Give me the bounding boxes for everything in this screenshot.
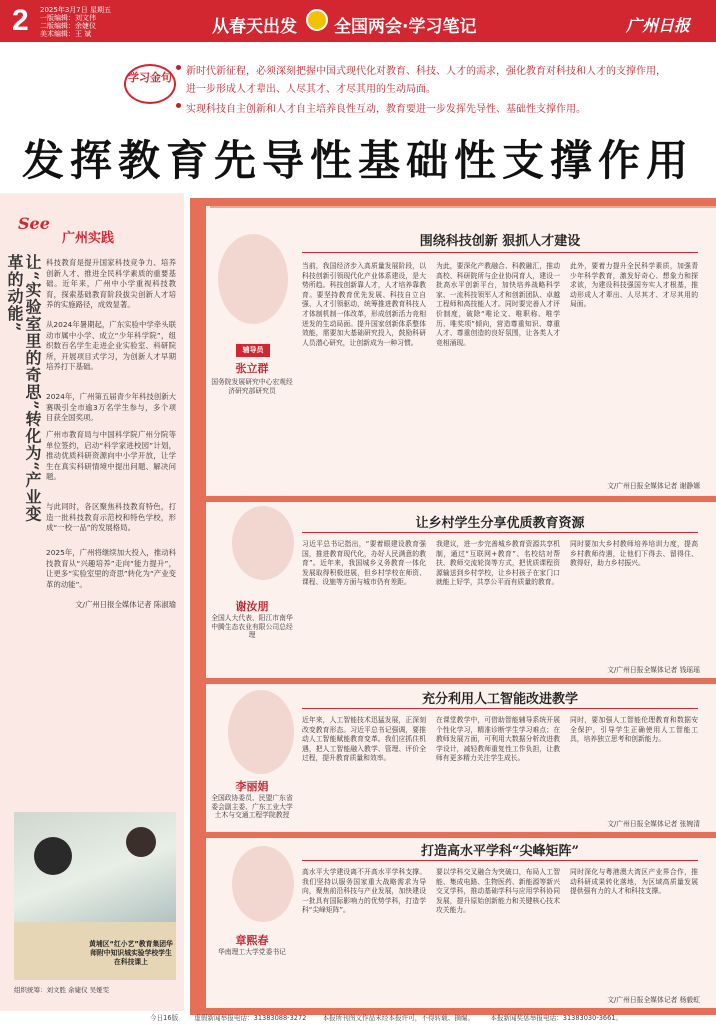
- bullet-icon: [176, 103, 181, 108]
- section-title: 打造高水平学科“尖峰矩阵”: [421, 844, 579, 859]
- expert-role: 全国人大代表、阳江市南华中腾生态农业有限公司总经理: [211, 614, 293, 640]
- section-title: 围绕科技创新 狠抓人才建设: [419, 234, 581, 249]
- panel-top-rule: [210, 206, 716, 208]
- expert-portrait: [228, 690, 294, 774]
- article-column: 为此，要深化产教融合、科教融汇，推动高校、科研院所与企业协同育人，建设一批高水平创新平台，加快培养战略科学家、一流科技领军人才和创新团队、卓越工程师和高技能人才。同时要完善人才评价制度，破除“唯论文、唯职称、唯学历、唯奖项”倾向，营造尊重知识、尊重人才、尊重创造的良好氛围，让各类人才竞相涌现。: [436, 262, 560, 347]
- photo-caption: 黄埔区“红小艺”教育集团华师附中知识城实验学校学生在科技课上: [89, 940, 173, 966]
- edition-meta: [40, 6, 111, 38]
- article-column: 此外，要着力提升全民科学素质，加强青少年科学教育，激发好奇心、想象力和探求欲，为建设科技强国夯实人才根基，推动形成人才辈出、人尽其才、才尽其用的局面。: [570, 262, 698, 309]
- article-column: 要以学科交叉融合为突破口，布局人工智能、集成电路、生物医药、新能源等新兴交叉学科，推动基础学科与应用学科协同发展，提升原始创新能力和关键核心技术攻关能力。: [436, 868, 560, 915]
- byline: 文/广州日报全媒体记者 张婉清: [607, 820, 700, 828]
- expert-name: 张立群: [235, 362, 269, 375]
- byline: 文/广州日报全媒体记者 谢静嫄: [607, 482, 700, 490]
- editorial-credit: 组织统筹：刘文胜 余婕仪 吴娅雯: [14, 986, 110, 994]
- footer-item: 虚假新闻举报电话：31383088-3272: [194, 1014, 307, 1022]
- expert-name: 李丽娟: [235, 780, 269, 793]
- vertical-headline: 让“实验室里的奇思”转化为“产业变革的动能”: [5, 254, 42, 523]
- left-paragraph: 与此同时，各区聚焦科技教育特色，打造一批科技教育示范校和特色学校，形成“一校一品”的发展格局。: [46, 502, 176, 533]
- expert-portrait: [218, 234, 288, 324]
- title-rule: [302, 860, 698, 861]
- byline: 文/广州日报全媒体记者 杨毅虹: [607, 996, 700, 1004]
- section-title-right: 全国两会·学习笔记: [334, 17, 477, 37]
- left-paragraph: 科技教育是提升国家科技竞争力、培养创新人才、推进全民科学素质的重要基础。近年来，广州中小学重视科技教育，探索基础教育阶段拔尖创新人才培养的实施路径，成效显著。: [46, 258, 176, 310]
- left-paragraph: 2024年，广州第五届青少年科技创新大赛吸引全市逾3万名学生参与，多个项目获全国奖项。: [46, 392, 176, 423]
- meta-line: 2025年3月7日 星期五: [40, 6, 111, 14]
- interview-panel: [206, 206, 716, 496]
- section-title: 让乡村学生分享优质教育资源: [415, 516, 585, 531]
- title-rule: [302, 252, 698, 253]
- expert-name: 章熙春: [235, 934, 269, 947]
- article-column: 我建议，进一步完善城乡教育资源共享机制，通过“互联网+教育”、名校结对帮扶、教师交流轮岗等方式，把优质课程资源输送到乡村学校，让乡村孩子在家门口就能上好学，共享公平而有质量的教育。: [436, 540, 560, 587]
- byline: 文/广州日报全媒体记者 钱瑶瑶: [607, 666, 700, 674]
- student-figure: [34, 837, 72, 875]
- footer-item: 本报所刊图文作品未经本报许可，不得转载、摘编。: [322, 1014, 475, 1022]
- article-column: 近年来，人工智能技术迅猛发展，正深刻改变教育形态。习近平总书记强调，要推动人工智能赋能教育变革。我们应抓住机遇，把人工智能融入教学、管理、评价全过程，提升教育质量和效率。: [302, 716, 426, 763]
- page-headline: 发挥教育先导性基础性支撑作用: [21, 136, 694, 185]
- study-line-text: 实现科技自主创新和人才自主培养良性互动，教育要进一步发挥先导性、基础性支撑作用。: [186, 104, 586, 115]
- left-paragraph: 2025年，广州将继续加大投入，推动科技教育从“兴趣培养”走向“能力提升”，让更多“实验室里的奇思”转化为“产业变革的动能”。: [46, 548, 176, 589]
- national-emblem-icon: [306, 9, 328, 31]
- column-title: 广州实践: [62, 231, 115, 246]
- article-column: 同时要加大乡村教师培养培训力度，提高乡村教师待遇，让他们下得去、留得住、教得好，助力乡村振兴。: [570, 540, 698, 568]
- tutor-tag: 辅导员: [236, 344, 270, 357]
- expert-name: 谢汝朋: [235, 600, 269, 613]
- study-quote-badge: 学习金句: [124, 64, 176, 104]
- page-number: 2: [12, 4, 29, 37]
- expert-role: 华南理工大学党委书记: [218, 948, 286, 956]
- article-column: 高水平大学建设离不开高水平学科支撑。我们坚持以服务国家重大战略需求为导向，聚焦前沿科技与产业发展，加快建设一批具有国际影响力的优势学科，打造学科“尖峰矩阵”。: [302, 868, 426, 915]
- left-paragraph: 广州市教育局与中国科学院广州分院等单位签约，启动“科学家进校园”计划，推动优质科研资源向中小学开放，让学生在真实科研情境中提出问题、解决问题。: [46, 430, 176, 482]
- meta-line: 二版编辑：余婕仪: [40, 22, 96, 30]
- expert-role: 国务院发展研究中心宏观经济研究部研究员: [211, 378, 293, 395]
- left-byline: 文/广州日报全媒体记者 陈淑瑜: [75, 600, 176, 609]
- student-figure: [126, 827, 156, 857]
- meta-line: 一版编辑：刘文伟: [40, 14, 96, 22]
- study-line-text: 进一步形成人才辈出、人尽其才、才尽其用的生动局面。: [186, 84, 436, 95]
- newspaper-logo: 广州日报: [626, 16, 691, 35]
- expert-portrait: [232, 506, 294, 580]
- footer-item: 今日16版: [150, 1014, 179, 1022]
- study-line: [186, 62, 666, 77]
- article-column: 当前，我国经济步入高质量发展阶段，以科技创新引领现代化产业体系建设，是大势所趋。科技创新靠人才，人才培养靠教育。要坚持教育优先发展、科技自立自强、人才引领驱动，统筹推进教育科技人才体制机制一体改革，形成创新活力竞相迸发的生动局面。提升国家创新体系整体效能，需要加大基础研究投入，鼓励科研人员潜心研究，让创新成为一种习惯。: [302, 262, 426, 347]
- article-column: 在课堂教学中，可借助智能辅导系统开展个性化学习，精准诊断学生学习难点；在教师发展方面，可利用大数据分析改进教学设计，减轻教师重复性工作负担，让教师有更多精力关注学生成长。: [436, 716, 560, 763]
- page-footer: [0, 1012, 716, 1024]
- meta-line: 美术编辑：王 斌: [40, 30, 92, 38]
- left-paragraph: 从2024年暑期起，广东实验中学牵头联动市属中小学、成立“少年科学院”，组织数百名学生走进企业实验室、科研院所，开展项目式学习，为创新人才早期培养打下基础。: [46, 320, 176, 372]
- title-rule: [302, 708, 698, 709]
- study-line-text: 新时代新征程，必须深刻把握中国式现代化对教育、科技、人才的需求，强化教育对科技和人才的支撑作用，: [186, 66, 666, 77]
- section-title: 充分利用人工智能改进教学: [421, 692, 578, 707]
- article-column: 习近平总书记指出，“要着眼建设教育强国，推进教育现代化，办好人民满意的教育”。近年来，我国城乡义务教育一体化发展取得积极进展，但乡村学校在师资、课程、设施等方面与城市仍有差距。: [302, 540, 426, 587]
- footer-item: 本报新闻奖惩举报电话：31383030-3661。: [490, 1014, 623, 1022]
- study-line: [186, 100, 586, 115]
- title-rule: [302, 532, 698, 533]
- bullet-icon: [176, 65, 181, 70]
- section-title-left: 从春天出发: [212, 17, 297, 37]
- expert-role: 全国政协委员、民盟广东省委会副主委、广东工业大学土木与交通工程学院教授: [211, 794, 293, 820]
- article-column: 同时深化与粤港澳大湾区产业界合作，推动科研成果转化落地，为区域高质量发展提供强有力的人才和科技支撑。: [570, 868, 698, 896]
- expert-portrait: [232, 846, 294, 922]
- see-label: See: [18, 214, 50, 233]
- study-line: [186, 80, 436, 95]
- article-column: 同时，要加强人工智能伦理教育和数据安全保护，引导学生正确使用人工智能工具，培养独立思考和创新能力。: [570, 716, 698, 744]
